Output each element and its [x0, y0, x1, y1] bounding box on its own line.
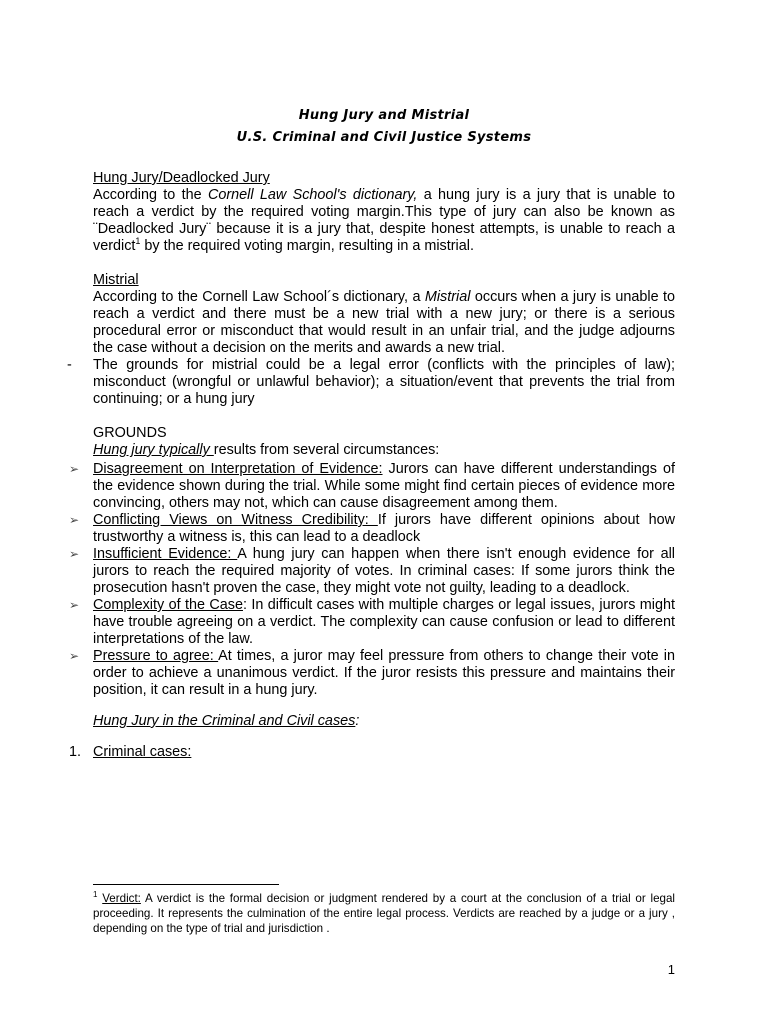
document-title: Hung Jury and Mistrial: [298, 108, 470, 123]
section-heading-mistrial: Mistrial: [93, 272, 139, 288]
arrow-bullet-icon: ➢: [69, 649, 80, 663]
grounds-intro: Hung jury typically results from several circumstances:: [93, 442, 440, 458]
arrow-bullet-icon: ➢: [69, 462, 80, 476]
list-item: ➢ Conflicting Views on Witness Credibility: If jurors have different opinions about how trustworthy a witness is, this can lead to a deadlock: [69, 512, 675, 545]
footnote-reference[interactable]: 1: [135, 236, 141, 247]
arrow-bullet-icon: ➢: [69, 547, 80, 561]
list-item: ➢ Insufficient Evidence: A hung jury can happen when there isn't enough evidence for all jurors to reach the required majority of votes. In criminal cases: If some jurors think the prosecution hasn't proven the case, they might vote not guilty, leading to a deadlock.: [69, 546, 676, 596]
dash-list-item: - The grounds for mistrial could be a legal error (conflicts with the principles of law); misconduct (wrongful or unlawful behavior); a situation/event that prevents the trial from continuing; or a hung jury: [67, 357, 675, 407]
document-subtitle: U.S. Criminal and Civil Justice Systems: [236, 130, 532, 145]
page-number: 1: [667, 962, 675, 977]
section-heading-grounds: GROUNDS: [93, 425, 167, 441]
section-heading-cases: Hung Jury in the Criminal and Civil cases:: [93, 713, 360, 729]
paragraph-mistrial: According to the Cornell Law School´s dictionary, a Mistrial occurs when a jury is unable to reach a verdict and there must be a new trial with a new jury; or there is a serious procedural error or misconduct that would result in an unfair trial, and the judge adjourns the case without a decision on the merits and awards a new trial.: [93, 289, 675, 356]
arrow-bullet-icon: ➢: [69, 513, 80, 527]
arrow-bullet-icon: ➢: [69, 598, 80, 612]
numbered-list-item: 1. Criminal cases:: [69, 744, 192, 760]
section-heading-hung-jury: Hung Jury/Deadlocked Jury: [93, 170, 270, 186]
document-body: [67, 170, 676, 761]
footnote-separator: [93, 884, 279, 885]
list-item: ➢ Pressure to agree: At times, a juror may feel pressure from others to change their vote in order to achieve a unanimous verdict. If the juror resists this pressure and maintains their position, it can result in a hung jury.: [69, 648, 675, 698]
footnote: $^1$ Verdict: A verdict is the formal decision or judgment rendered by a court at the conclusion of a trial or legal proceeding. It represents the culmination of the entire legal process. Verdicts are reached by a judge or a jury , depending on the type of trial and jurisdiction .: [93, 890, 675, 935]
paragraph-hung-jury: According to the Cornell Law School's dictionary, a hung jury is a jury that is unable to reach a verdict by the required voting margin.This type of jury can also be known as ¨Deadlocked Jury¨ because it is a jury that, despite honest attempts, is unable to reach a verdict$^1$ by the required voting margin, resulting in a mistrial.: [93, 187, 675, 254]
list-item: ➢ Complexity of the Case: In difficult cases with multiple charges or legal issues, jurors might have trouble agreeing on a verdict. The complexity can cause confusion or lead to different interpretations of the law.: [69, 597, 675, 647]
list-item: ➢ Disagreement on Interpretation of Evidence: Jurors can have different understandings of the evidence shown during the trial. While some might find certain pieces of evidence more convincing, others may not, which can cause disagreement among them.: [69, 461, 675, 511]
